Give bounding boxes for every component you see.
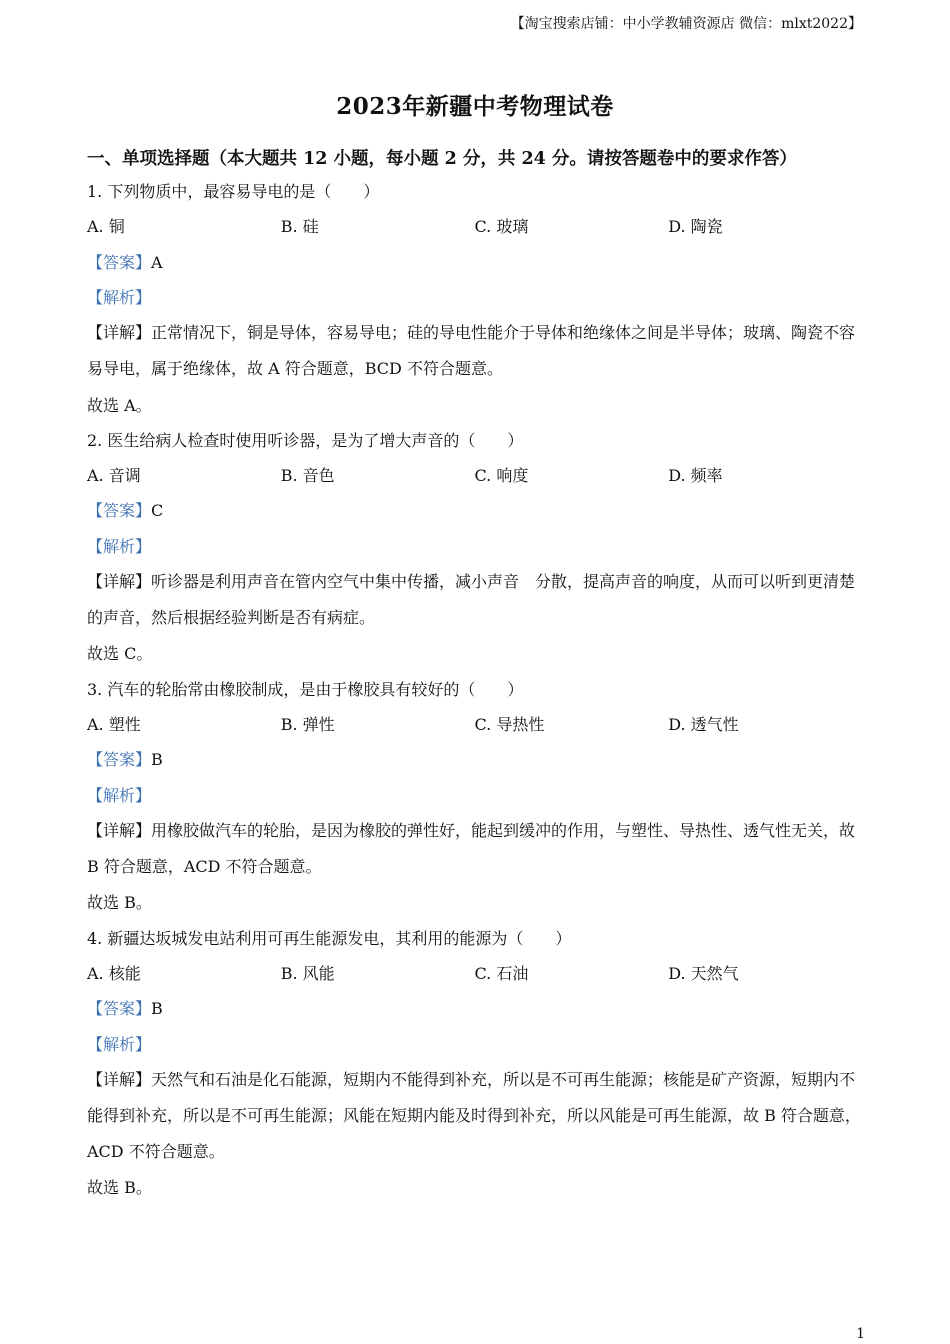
answer-value: B [151,750,163,770]
conclusion-line: 故选 B。 [87,1178,152,1198]
option-d: D. 透气性 [668,715,739,735]
question-block [87,921,862,1206]
option-b: B. 风能 [280,963,335,983]
analysis-label: 解析 [103,536,136,556]
detail-paragraph: 【详解】用橡胶做汽车的轮胎，是因为橡胶的弹性好，能起到缓冲的作用，与塑性、导热性、透气性无关，故 B 符合题意，ACD 不符合题意。 [87,820,856,877]
question-stem: 2. 医生给病人检查时使用听诊器，是为了增大声音的（ ） [87,430,524,450]
option-a: A. 塑性 [87,715,141,735]
question-stem: 4. 新疆达坂城发电站利用可再生能源发电，其利用的能源为（ ） [87,928,572,948]
analysis-line: 【解析】 [87,785,152,805]
option-b: B. 弹性 [280,715,335,735]
options-row [87,209,862,244]
detail-label: 详解 [103,820,136,840]
answer-value: A [151,252,163,272]
option-c: C. 响度 [474,466,529,486]
detail-paragraph: 【详解】正常情况下，铜是导体，容易导电；硅的导电性能介于导体和绝缘体之间是半导体；玻璃、陶瓷不容易导电，属于绝缘体，故 A 符合题意，BCD 不符合题意。 [87,323,856,379]
detail-text: 正常情况下，铜是导体，容易导电；硅的导电性能介于导体和绝缘体之间是半导体；玻璃、陶瓷不容易导电，属于绝缘体，故 A 符合题意，BCD 不符合题意。 [87,323,856,379]
page-number: 1 [856,1326,865,1342]
answer-label: 答案 [103,252,136,272]
option-a: A. 核能 [87,963,141,983]
answer-line: 【答案】A [87,252,163,272]
section-title: 一、单项选择题（本大题共 12 小题，每小题 2 分，共 24 分。请按答题卷中的要求作答） [87,149,797,169]
option-d: D. 天然气 [668,963,739,983]
option-c: C. 导热性 [474,715,545,735]
question-stem: 3. 汽车的轮胎常由橡胶制成，是由于橡胶具有较好的（ ） [87,679,524,699]
analysis-line: 【解析】 [87,536,152,556]
detail-label: 详解 [103,1069,136,1089]
detail-text: 听诊器是利用声音在管内空气中集中传播，减小声音 分散，提高声音的响度，从而可以听到更清楚的声音，然后根据经验判断是否有病症。 [87,572,856,628]
answer-line: 【答案】B [87,999,163,1019]
options-row [87,458,862,493]
detail-label: 详解 [103,323,136,343]
answer-line: 【答案】C [87,501,164,521]
option-b: B. 硅 [280,217,319,237]
detail-paragraph: 【详解】听诊器是利用声音在管内空气中集中传播，减小声音 分散，提高声音的响度，从而可以听到更清楚的声音，然后根据经验判断是否有病症。 [87,572,856,628]
question-block [87,423,862,672]
detail-paragraph: 【详解】天然气和石油是化石能源，短期内不能得到补充，所以是不可再生能源；核能是矿产资源，短期内不能得到补充，所以是不可再生能源；风能在短期内能及时得到补充，所以风能是可再生能源，故 B 符合题意，ACD 不符合题意。 [87,1069,861,1162]
analysis-label: 解析 [103,785,136,805]
detail-label: 详解 [103,572,136,592]
detail-text: 天然气和石油是化石能源，短期内不能得到补充，所以是不可再生能源；核能是矿产资源，短期内不能得到补充，所以是不可再生能源；风能在短期内能及时得到补充，所以风能是可再生能源，故 B 符合题意，ACD 不符合题意。 [87,1069,861,1162]
answer-label: 答案 [103,999,136,1019]
options-row [87,956,862,991]
analysis-line: 【解析】 [87,287,152,307]
answer-value: C [151,501,164,521]
option-d: D. 频率 [668,466,723,486]
analysis-line: 【解析】 [87,1034,152,1054]
conclusion-line: 故选 B。 [87,893,152,913]
question-block [87,672,862,921]
option-c: C. 玻璃 [474,217,529,237]
answer-label: 答案 [103,750,136,770]
answer-label: 答案 [103,501,136,521]
question-stem: 1. 下列物质中，最容易导电的是（ ） [87,182,380,201]
conclusion-line: 故选 A。 [87,395,152,415]
option-d: D. 陶瓷 [668,217,723,237]
answer-value: B [151,999,163,1019]
answer-line: 【答案】B [87,750,163,770]
header-note: 【淘宝搜索店铺：中小学教辅资源店 微信：mlxt2022】 [510,16,862,32]
page-title: 2023年新疆中考物理试卷 [336,93,614,120]
options-row [87,707,862,742]
option-a: A. 铜 [87,217,125,237]
analysis-label: 解析 [103,287,136,307]
option-a: A. 音调 [87,466,141,486]
analysis-label: 解析 [103,1034,136,1054]
option-b: B. 音色 [280,466,335,486]
question-block [87,174,862,423]
conclusion-line: 故选 C。 [87,644,153,664]
option-c: C. 石油 [474,963,529,983]
questions-list [87,174,862,1206]
detail-text: 用橡胶做汽车的轮胎，是因为橡胶的弹性好，能起到缓冲的作用，与塑性、导热性、透气性无关，故 B 符合题意，ACD 不符合题意。 [87,820,856,877]
